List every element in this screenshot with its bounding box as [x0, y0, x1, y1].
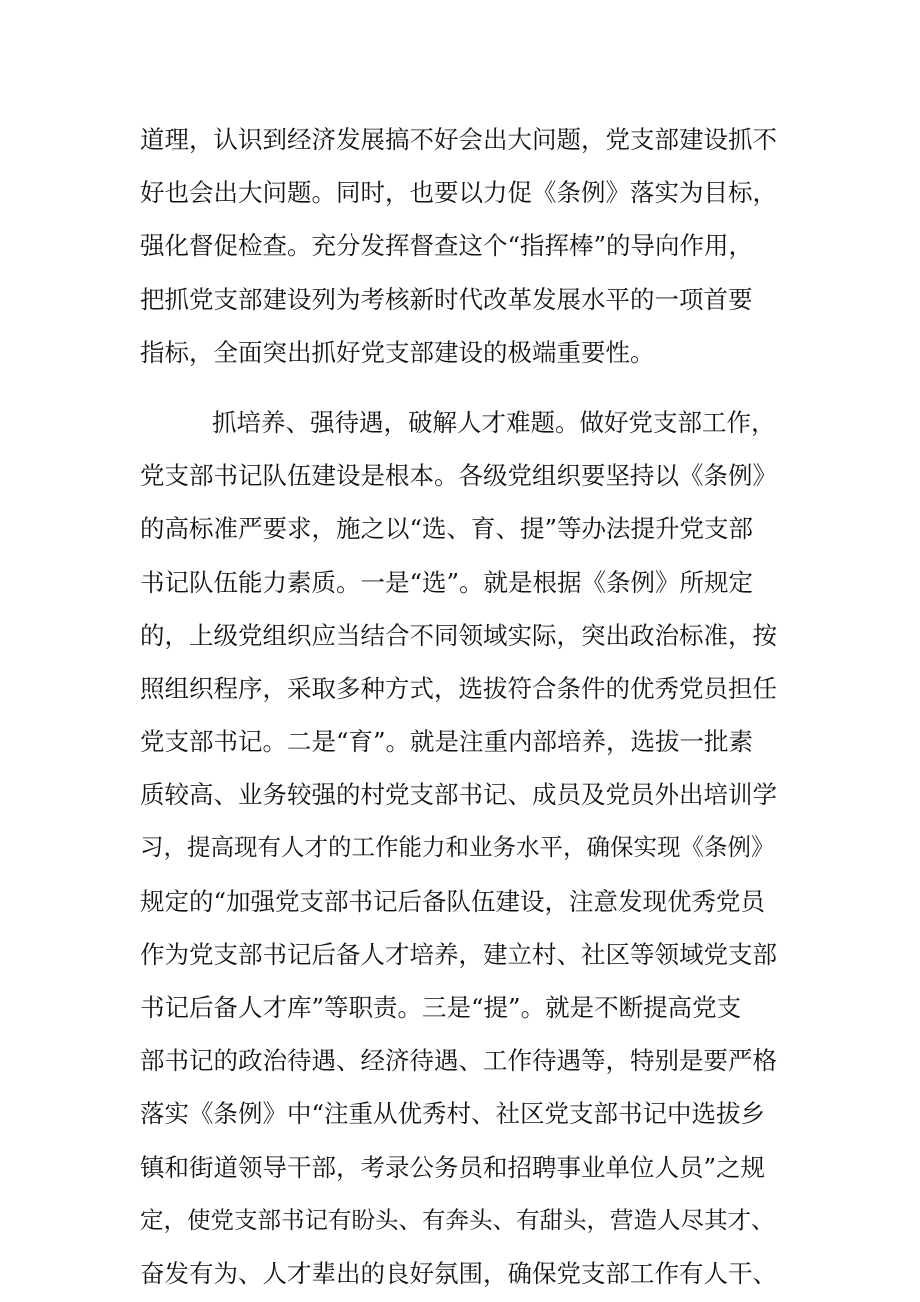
text-line: 照组织程序，采取多种方式，选拔符合条件的优秀党员担任	[140, 673, 777, 703]
text-line: 质较高、业务较强的村党支部书记、成员及党员外出培训学	[140, 780, 777, 810]
text-line: 指标，全面突出抓好党支部建设的极端重要性。	[140, 337, 655, 367]
text-line: 书记队伍能力素质。一是“选”。就是根据《条例》所规定	[140, 567, 754, 597]
text-line: 作为党支部书记后备人才培养，建立村、社区等领域党支部	[140, 939, 777, 969]
document-body	[140, 113, 782, 1300]
text-line: 落实《条例》中“注重从优秀村、社区党支部书记中选拔乡	[140, 1099, 766, 1129]
text-line: 党支部书记队伍建设是根本。各级党组织要坚持以《条例》	[140, 461, 777, 491]
text-line: 好也会出大问题。同时，也要以力促《条例》落实为目标，	[140, 178, 777, 208]
text-line: 的高标准严要求，施之以“选、育、提”等办法提升党支部	[140, 514, 754, 544]
text-line: 定，使党支部书记有盼头、有奔头、有甜头，营造人尽其才、	[140, 1205, 775, 1234]
text-line: 奋发有为、人才辈出的良好氛围，确保党支部工作有人干、	[140, 1258, 777, 1288]
text-line: 抓培养、强待遇，破解人才难题。做好党支部工作，	[212, 407, 776, 437]
text-line: 规定的“加强党支部书记后备队伍建设，注意发现优秀党员	[140, 886, 766, 916]
text-line: 强化督促检查。充分发挥督查这个“指挥棒”的导向作用，	[140, 231, 754, 261]
paragraph-spacer	[140, 379, 782, 396]
text-line: 习，提高现有人才的工作能力和业务水平，确保实现《条例》	[140, 833, 775, 862]
text-line: 道理，认识到经济发展搞不好会出大问题，党支部建设抓不	[140, 125, 777, 154]
text-line: 党支部书记。二是“育”。就是注重内部培养，选拔一批素	[140, 727, 754, 757]
text-line: 部书记的政治待遇、经济待遇、工作待遇等，特别是要严格	[140, 1046, 777, 1076]
text-line: 书记后备人才库”等职责。三是“提”。就是不断提高党支	[140, 993, 742, 1022]
paragraph-2	[140, 396, 782, 1300]
text-line: 镇和街道领导干部，考录公务员和招聘事业单位人员”之规	[140, 1152, 766, 1182]
text-line: 把抓党支部建设列为考核新时代改革发展水平的一项首要	[140, 284, 753, 314]
paragraph-1	[140, 113, 782, 379]
text-line: 的，上级党组织应当结合不同领域实际，突出政治标准，按	[140, 620, 777, 650]
